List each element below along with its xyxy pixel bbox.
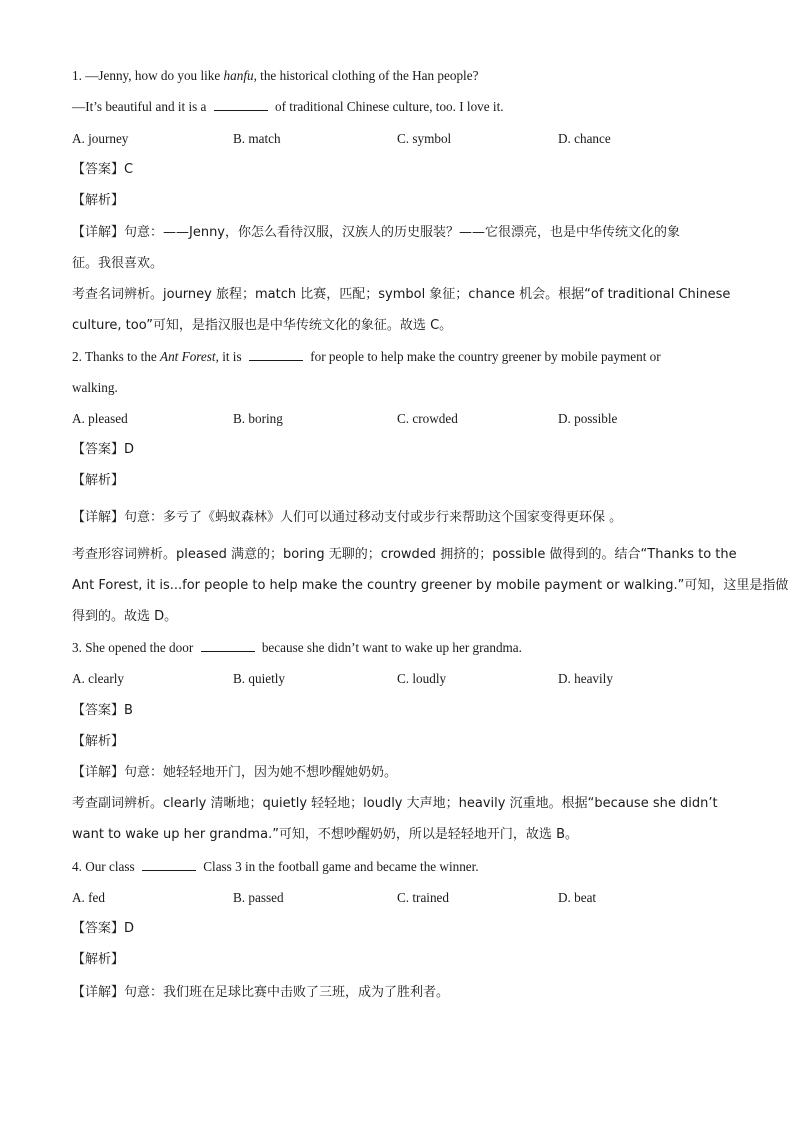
detail-text: 【详解】句意：——Jenny，你怎么看待汉服，汉族人的历史服装？——它很漂亮，也是中华传统文化的象 (72, 225, 681, 240)
explanation-text: Ant Forest, it is...for people to help make the country greener by mobile payment or walking.”可知，这里是指做 (72, 578, 789, 593)
answer-blank (201, 640, 255, 652)
option-d: D. possible (558, 411, 618, 426)
option-c: C. loudly (397, 671, 447, 686)
option-a: A. fed (72, 890, 105, 905)
detail-text: 征。我很喜欢。 (72, 256, 164, 271)
option-a: A. pleased (72, 411, 128, 426)
explanation-text: 考查副词辨析。clearly 清晰地；quietly 轻轻地；loudly 大声地；heavily 沉重地。根据“because she didn’t (72, 796, 718, 811)
question-1-stem-reply: —It’s beautiful and it is a of traditional Chinese culture, too. I love it. (72, 99, 504, 114)
explanation-text: 考查形容词辨析。pleased 满意的；boring 无聊的；crowded 拥挤的；possible 做得到的。结合“Thanks to the (72, 547, 737, 562)
detail-text: 【详解】句意：她轻轻地开门，因为她不想吵醒她奶奶。 (72, 765, 398, 780)
detail-text: 【详解】句意：我们班在足球比赛中击败了三班，成为了胜利者。 (72, 985, 450, 1000)
option-b: B. boring (233, 411, 283, 426)
answer-blank (249, 349, 303, 361)
option-c: C. crowded (397, 411, 458, 426)
answer-label: 【答案】D (72, 921, 135, 936)
answer-blank (214, 99, 268, 111)
analysis-label: 【解析】 (72, 952, 125, 967)
question-2-stem-cont: walking. (72, 380, 118, 395)
answer-blank (142, 859, 196, 871)
option-b: B. match (233, 131, 281, 146)
explanation-text: culture, too”可知，是指汉服也是中华传统文化的象征。故选 C。 (72, 318, 453, 333)
option-c: C. trained (397, 890, 450, 905)
question-3-stem: 3. She opened the door because she didn’t want to wake up her grandma. (72, 640, 522, 655)
option-b: B. quietly (233, 671, 286, 686)
analysis-label: 【解析】 (72, 473, 125, 488)
answer-label: 【答案】D (72, 442, 135, 457)
answer-label: 【答案】C (72, 162, 134, 177)
explanation-text: want to wake up her grandma.”可知，不想吵醒奶奶，所以是轻轻地开门，故选 B。 (72, 827, 578, 842)
analysis-label: 【解析】 (72, 193, 125, 208)
explanation-text: 考查名词辨析。journey 旅程；match 比赛，匹配；symbol 象征；chance 机会。根据“of traditional Chinese (72, 287, 731, 302)
option-a: A. clearly (72, 671, 124, 686)
explanation-text: 得到的。故选 D。 (72, 609, 178, 624)
option-a: A. journey (72, 131, 129, 146)
option-d: D. heavily (558, 671, 613, 686)
option-c: C. symbol (397, 131, 452, 146)
answer-label: 【答案】B (72, 703, 133, 718)
detail-text: 【详解】句意：多亏了《蚂蚁森林》人们可以通过移动支付或步行来帮助这个国家变得更环保 。 (72, 510, 623, 525)
analysis-label: 【解析】 (72, 734, 125, 749)
option-b: B. passed (233, 890, 284, 905)
option-d: D. beat (558, 890, 597, 905)
question-2-stem: 2. Thanks to the Ant Forest, it is for people to help make the country greener by mobile payment or (72, 349, 661, 364)
question-1-stem: 1. —Jenny, how do you like hanfu, the historical clothing of the Han people? (72, 68, 479, 83)
question-4-stem: 4. Our class Class 3 in the football game and became the winner. (72, 859, 479, 874)
option-d: D. chance (558, 131, 611, 146)
